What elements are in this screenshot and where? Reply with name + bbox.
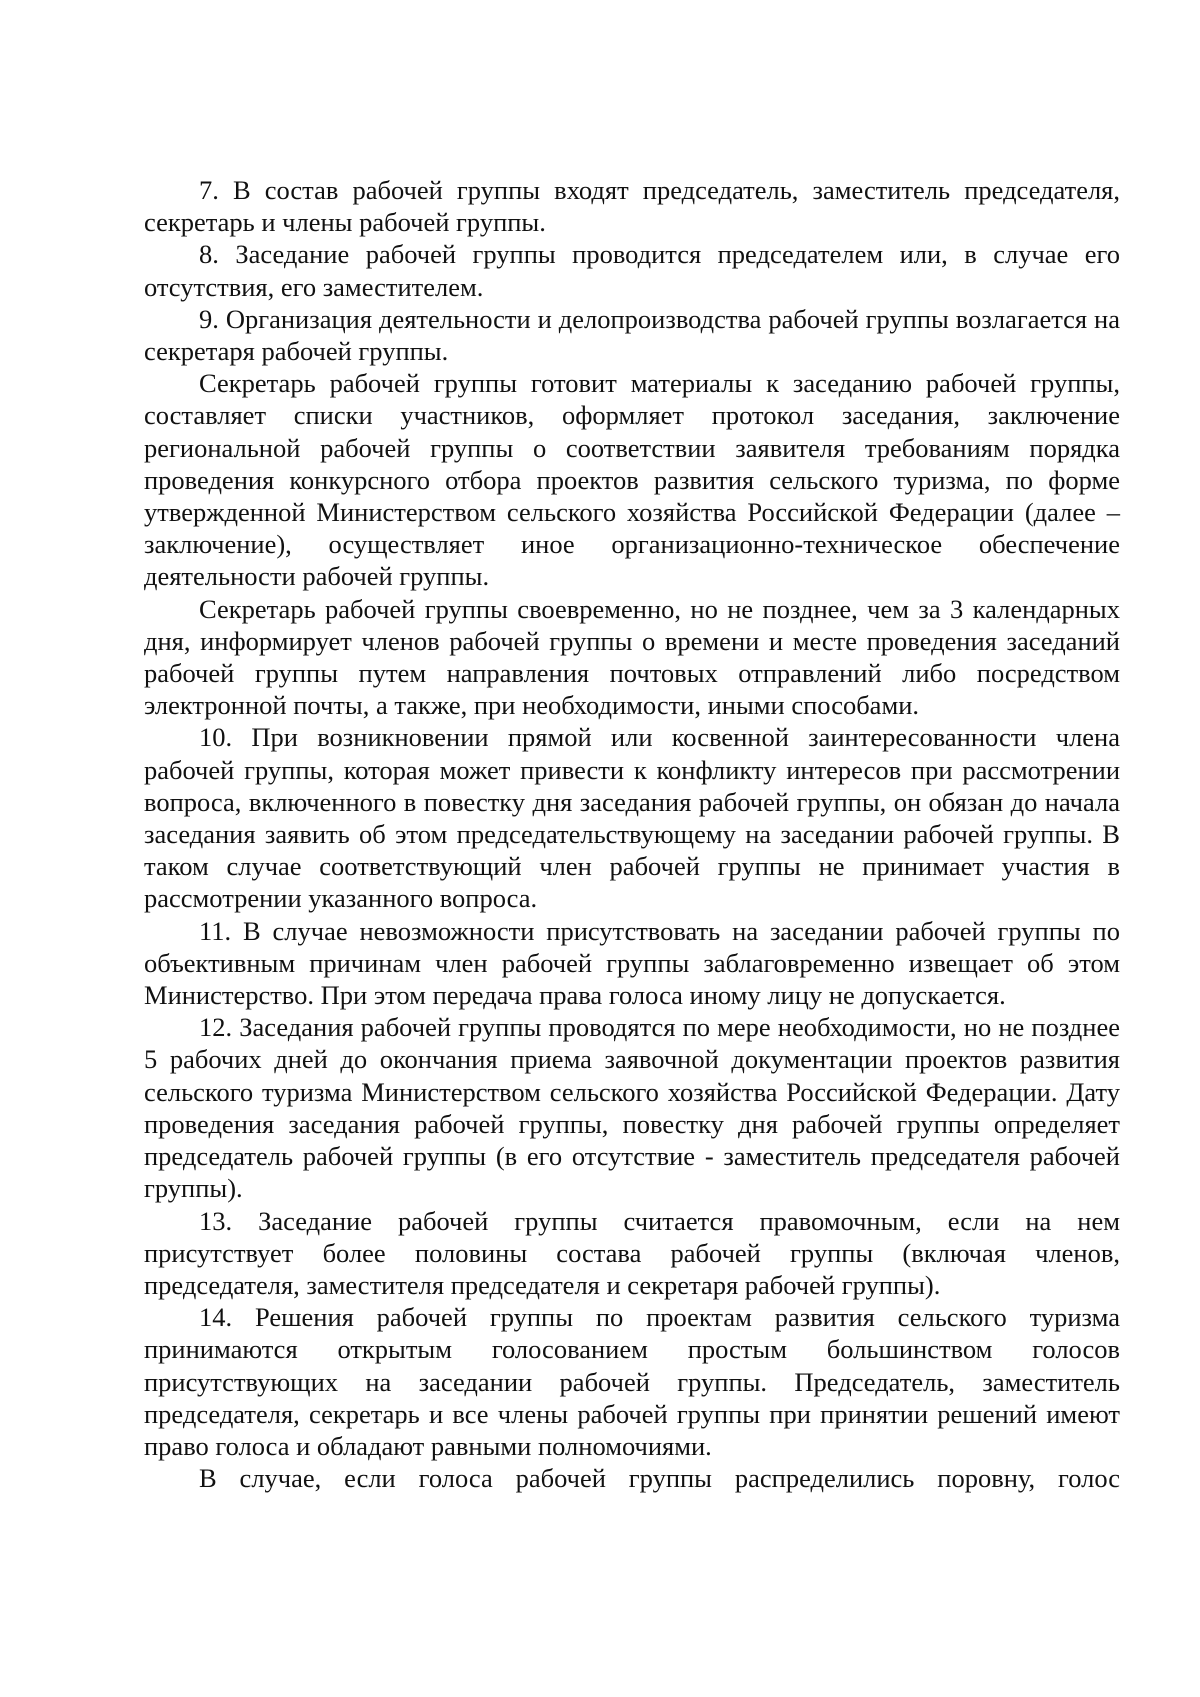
- paragraph-7-composition: 7. В состав рабочей группы входят председатель, заместитель председателя, секретарь и члены рабочей группы.: [144, 175, 1120, 238]
- paragraph-9-secretary-duties: 9. Организация деятельности и делопроизводства рабочей группы возлагается на секретаря рабочей группы.: [144, 303, 1120, 367]
- paragraph-secretary-materials: Секретарь рабочей группы готовит материалы к заседанию рабочей группы, составляет списки участников, оформляет протокол заседания, заключение региональной рабочей группы о соответствии заявителя требованиям порядка проведения конкурсного отбора проектов развития сельского туризма, по форме утвержденной Министерством сельского хозяйства Российской Федерации (далее – заключение), осуществляет иное организационно-техническое обеспечение деятельности рабочей группы.: [144, 368, 1120, 592]
- paragraph-13-quorum: 13. Заседание рабочей группы считается правомочным, если на нем присутствует более половины состава рабочей группы (включая членов, председателя, заместителя председателя и секретаря рабочей группы).: [144, 1205, 1120, 1300]
- paragraph-12-meeting-schedule: 12. Заседания рабочей группы проводятся по мере необходимости, но не позднее 5 рабочих дней до окончания приема заявочной документации проектов развития сельского туризма Министерством сельского хозяйства Российской Федерации. Дату проведения заседания рабочей группы, повестку дня рабочей группы определяет председатель рабочей группы (в его отсутствие - заместитель председателя рабочей группы).: [144, 1012, 1120, 1204]
- document-body: [144, 174, 1120, 1494]
- paragraph-secretary-notification: Секретарь рабочей группы своевременно, но не позднее, чем за 3 календарных дня, информирует членов рабочей группы о времени и месте проведения заседаний рабочей группы путем направления почтовых отправлений либо посредством электронной почты, а также, при необходимости, иными способами.: [144, 593, 1120, 721]
- paragraph-8-meeting-chair: 8. Заседание рабочей группы проводится председателем или, в случае его отсутствия, его заместителем.: [144, 239, 1120, 302]
- paragraph-11-absence: 11. В случае невозможности присутствовать на заседании рабочей группы по объективным причинам член рабочей группы заблаговременно извещает об этом Министерство. При этом передача права голоса иному лицу не допускается.: [144, 915, 1120, 1011]
- paragraph-14-decisions: 14. Решения рабочей группы по проектам развития сельского туризма принимаются открытым голосованием простым большинством голосов присутствующих на заседании рабочей группы. Председатель, заместитель председателя, секретарь и все члены рабочей группы при принятии решений имеют право голоса и обладают равными полномочиями.: [144, 1302, 1120, 1461]
- paragraph-tie-vote: В случае, если голоса рабочей группы распределились поровну, голос: [199, 1463, 1120, 1494]
- paragraph-10-conflict-of-interest: 10. При возникновении прямой или косвенной заинтересованности члена рабочей группы, которая может привести к конфликту интересов при рассмотрении вопроса, включенного в повестку дня заседания рабочей группы, он обязан до начала заседания заявить об этом председательствующему на заседании рабочей группы. В таком случае соответствующий член рабочей группы не принимает участия в рассмотрении указанного вопроса.: [144, 722, 1120, 914]
